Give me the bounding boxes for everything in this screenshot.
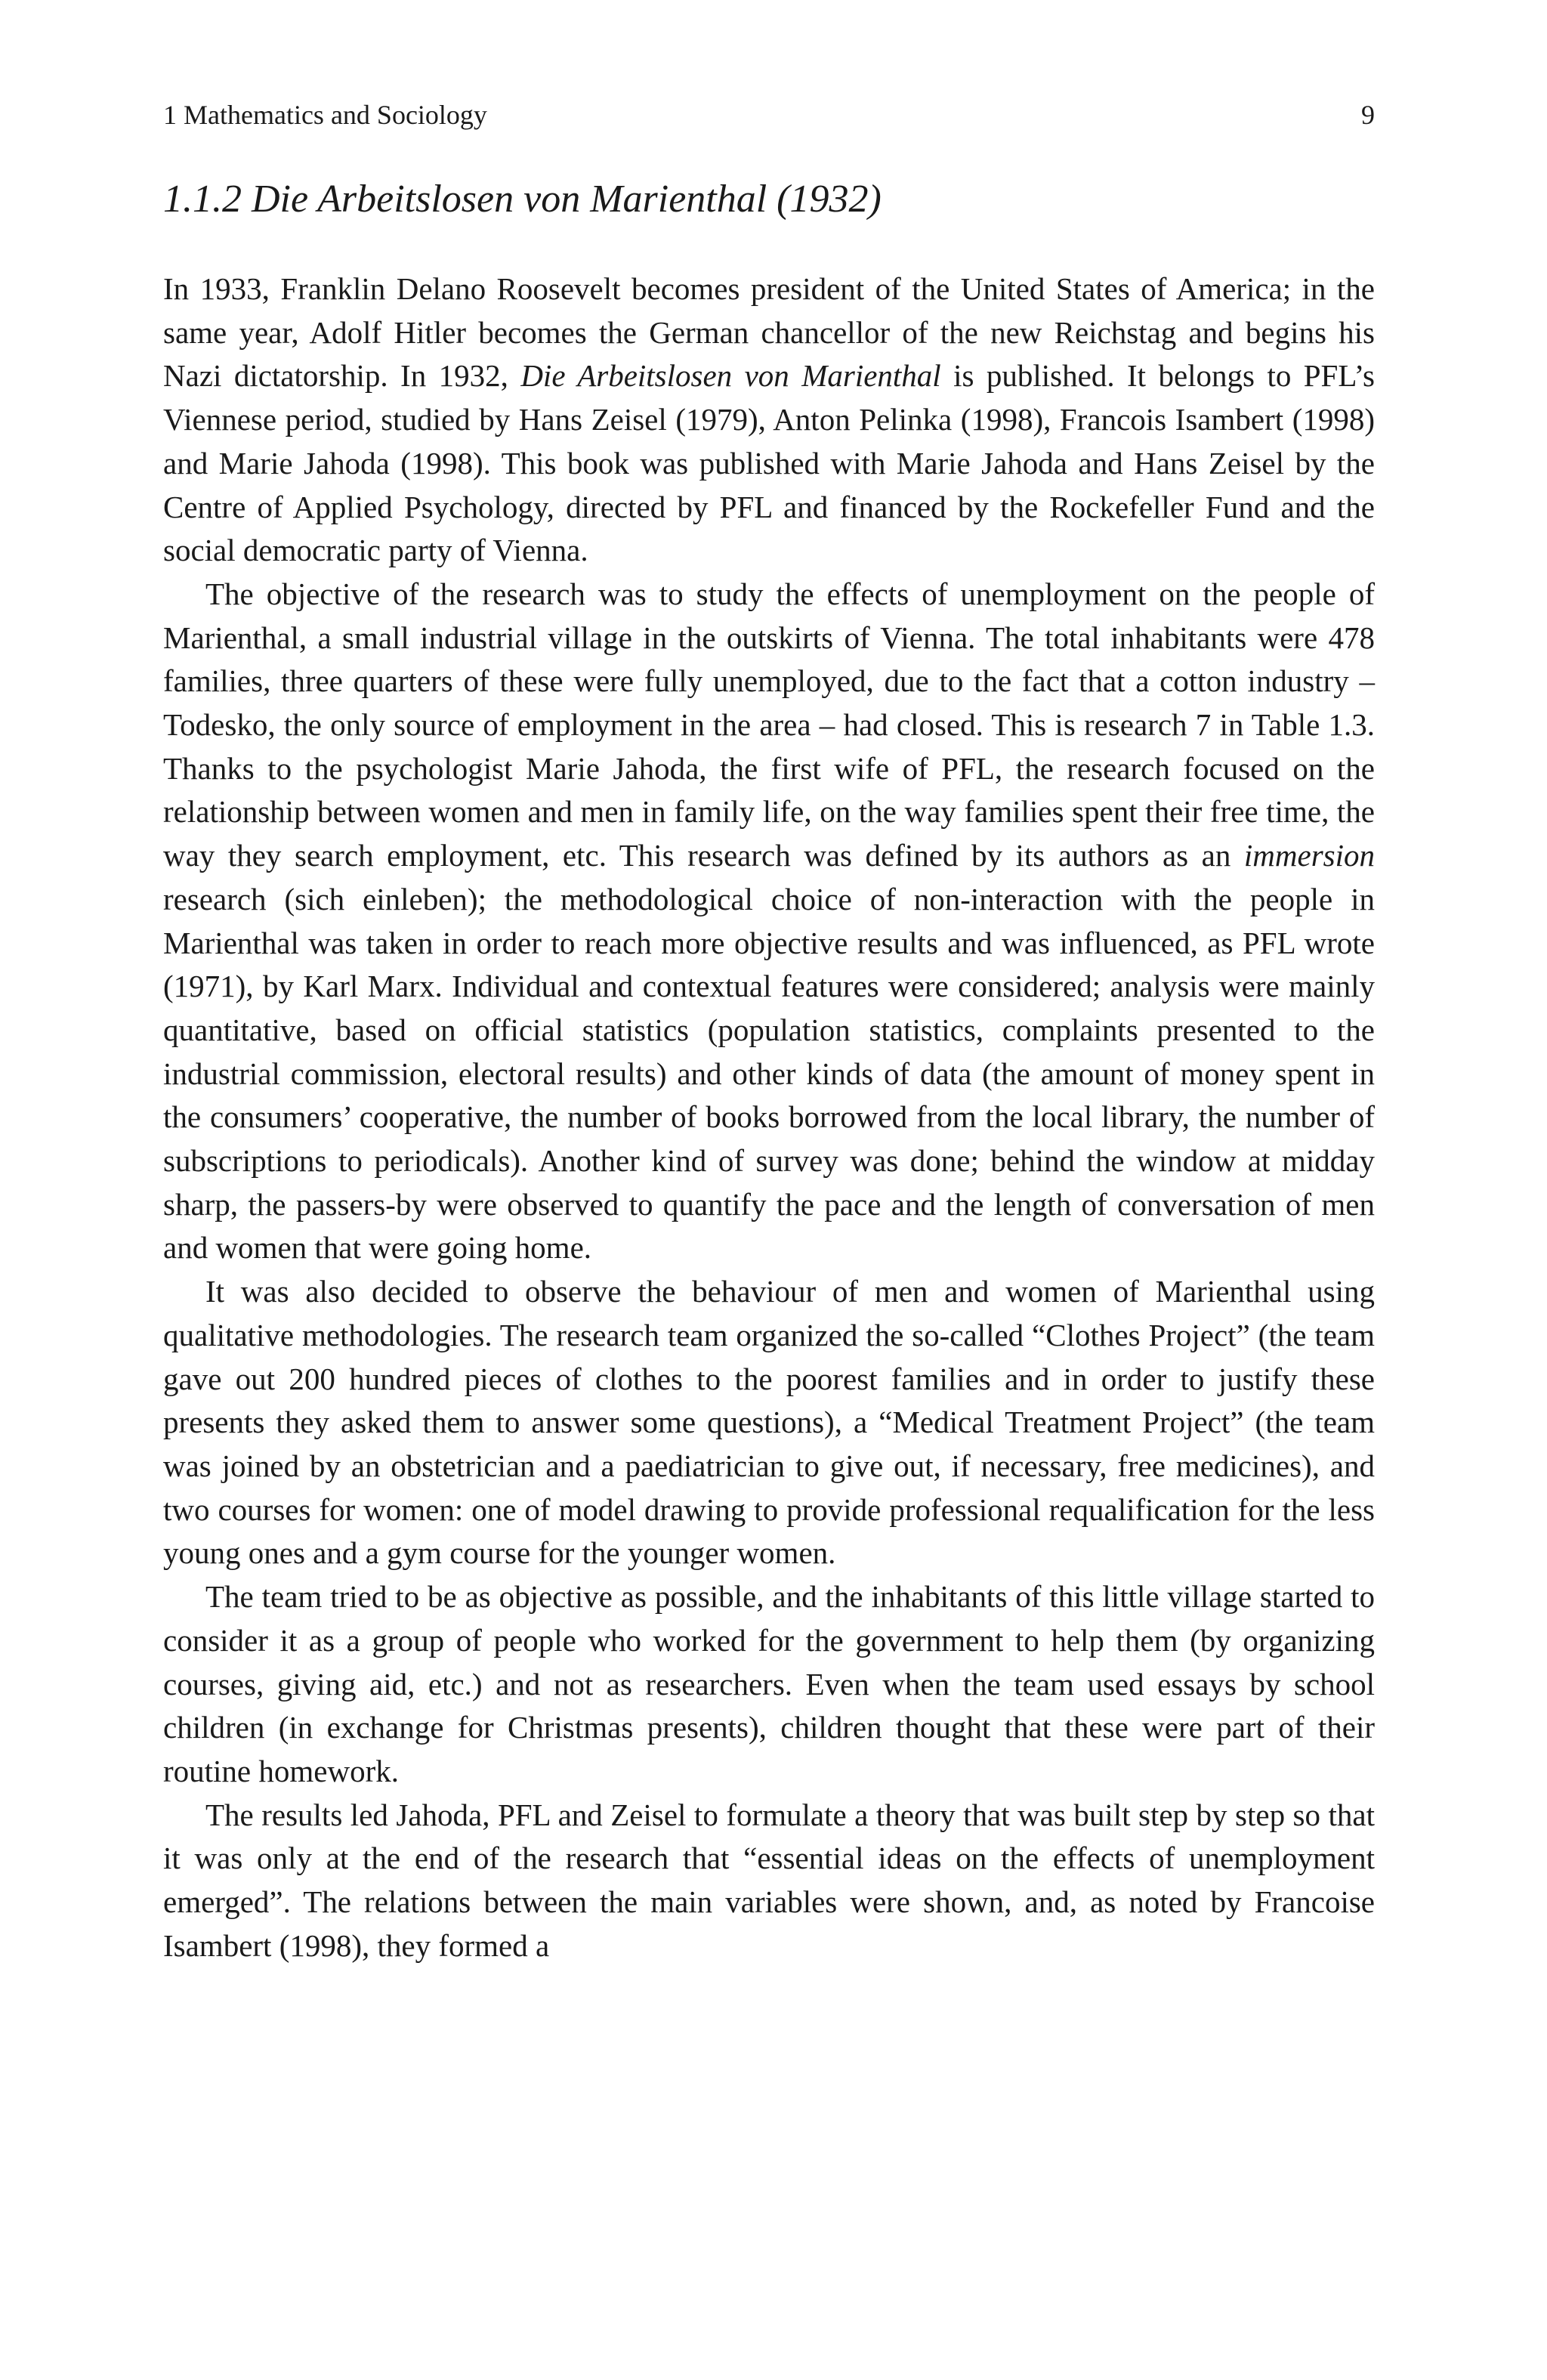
paragraph-2-text-b: research (sich einleben); the methodological choice of non-interaction with the people in Marienthal was taken in order to reach more objective results and was influenced, as PFL wrote (1971), by Karl Marx. Individual and contextual features were considered; analysis were mainly quantitative, based on official statistics (population statistics, complaints presented to the industrial commission, electoral results) and other kinds of data (the amount of money spent in the consumers’ cooperative, the number of books borrowed from the local library, the number of subscriptions to periodicals). Another kind of survey was done; behind the window at midday sharp, the passers-by were observed to quantify the pace and the length of conversation of men and women that were going home. (163, 881, 1375, 1266)
page-number: 9 (1361, 100, 1375, 130)
paragraph-3: It was also decided to observe the behaviour of men and women of Marienthal using qualitative methodologies. The research team organized the so-called “Clothes Project” (the team gave out 200 hundred pieces of clothes to the poorest families and in order to justify these presents they asked them to answer some questions), a “Medical Treatment Project” (the team was joined by an obstetrician and a paediatrician to give out, if necessary, free medicines), and two courses for women: one of model drawing to provide professional requalification for the less young ones and a gym course for the younger women. (163, 1274, 1375, 1571)
paragraph-1-text-b: is published. It belongs to PFL’s Viennese period, studied by Hans Zeisel (1979), Anton Pelinka (1998), Francois Isambert (1998) and Marie Jahoda (1998). This book was published with Marie Jahoda and Hans Zeisel by the Centre of Applied Psychology, directed by PFL and financed by the Rockefeller Fund and the social democratic party of Vienna. (163, 358, 1375, 568)
chapter-title: 1 Mathematics and Sociology (163, 100, 487, 130)
paragraph-2 (163, 573, 1375, 1270)
paragraph-4: The team tried to be as objective as possible, and the inhabitants of this little village started to consider it as a group of people who worked for the government to help them (by organizing courses, giving aid, etc.) and not as researchers. Even when the team used essays by school children (in exchange for Christmas presents), children thought that these were part of their routine homework. (163, 1579, 1375, 1788)
book-title-italic: Die Arbeitslosen von Marienthal (520, 358, 941, 394)
paragraph-1 (163, 267, 1375, 573)
body-text (163, 267, 1375, 1967)
paragraph-1-text-a: In 1933, Franklin Delano Roosevelt becomes president of the United States of America; in the same year, Adolf Hitler becomes the German chancellor of the new Reichstag and begins his Nazi dictatorship. In 1932, (163, 271, 1375, 394)
section-heading: 1.1.2 Die Arbeitslosen von Marienthal (1932) (163, 178, 882, 221)
paragraph-5: The results led Jahoda, PFL and Zeisel to formulate a theory that was built step by step so that it was only at the end of the research that “essential ideas on the effects of unemployment emerged”. The relations between the main variables were shown, and, as noted by Francoise Isambert (1998), they formed a (163, 1797, 1375, 1963)
paragraph-2-text-a: The objective of the research was to study the effects of unemployment on the people of Marienthal, a small industrial village in the outskirts of Vienna. The total inhabitants were 478 families, three quarters of these were fully unemployed, due to the fact that a cotton industry – Todesko, the only source of employment in the area – had closed. This is research 7 in Table 1.3. Thanks to the psychologist Marie Jahoda, the first wife of PFL, the research focused on the relationship between women and men in family life, on the way families spent their free time, the way they search employment, etc. This research was defined by its authors as an (163, 576, 1375, 873)
immersion-term-italic: immersion (1243, 838, 1375, 873)
